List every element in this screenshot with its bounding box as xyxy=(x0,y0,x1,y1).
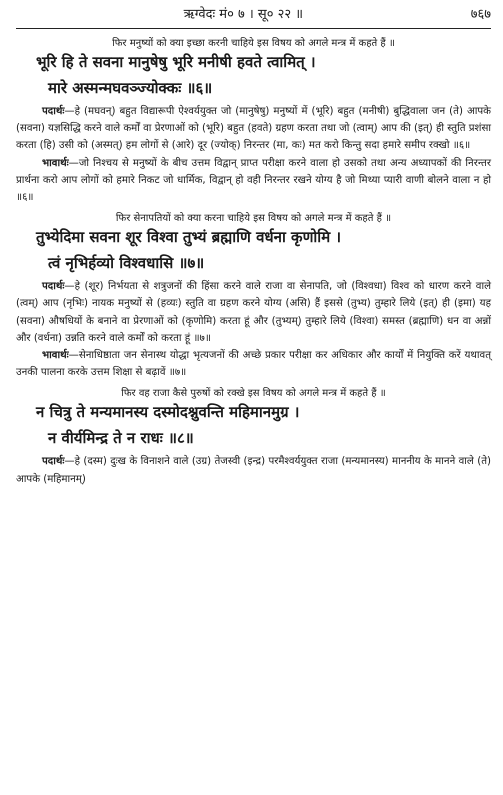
section-intro: फिर वह राजा कैसे पुरुषों को रक्खे इस विषय को अगले मन्त्र में कहते हैं ॥ xyxy=(121,388,386,400)
padartha-label: पदार्थः xyxy=(42,106,65,117)
mantra-line: न वीर्यमिन्द्र ते न राधः ॥८॥ xyxy=(48,429,194,448)
padartha-paragraph xyxy=(16,278,491,347)
mantra-line: मारे अस्मन्मघवञ्ज्योक्कः ॥६॥ xyxy=(48,79,213,97)
section-intro: फिर मनुष्यों को क्या इच्छा करनी चाहिये इस विषय को अगले मन्त्र में कहते हैं ॥ xyxy=(112,38,395,49)
padartha-label: पदार्थः xyxy=(42,281,65,293)
section-intro: फिर सेनापतियों को क्या करना चाहिये इस विषय को अगले मन्त्र में कहते हैं ॥ xyxy=(115,213,392,225)
header-rule xyxy=(16,28,491,29)
bhavartha-paragraph xyxy=(16,155,491,207)
running-title: ऋग्वेदः मं० ७ । सू० २२ ॥ xyxy=(183,7,304,22)
mantra-line: न चित्रु ते मन्यमानस्य दस्मोदश्नुवन्ति महिमानमुग्र । xyxy=(36,403,300,422)
padartha-paragraph xyxy=(16,453,491,487)
bhavartha-text: —जो निश्चय से मनुष्यों के बीच उत्तम विद्वान् प्राप्त परीक्षा करने वाला हो उसको तथा अन्य अध्यापकों की निरन्तर प्रार्थना करो आप लोगों को हमारे निकट जो धार्मिक, विद्वान् हो वही निरन्तर रखने योग्य है जो मिथ्या प्यारी वाणी बोलने वाला न हो ॥६॥ xyxy=(16,157,491,204)
bhavartha-label: भावार्थः xyxy=(42,350,69,362)
mantra-line: त्वं नृभिर्हव्यो विश्वधासि ॥७॥ xyxy=(48,254,205,273)
bhavartha-paragraph xyxy=(16,347,491,381)
padartha-label: पदार्थः xyxy=(42,456,65,468)
mantra-line: भूरि हि ते सवना मानुषेषु भूरि मनीषी हवते त्वामित् । xyxy=(36,53,316,71)
page-header xyxy=(16,4,491,26)
padartha-text: —हे (मघवन्) बहुत विद्यारूपी ऐश्वर्ययुक्त जो (मानुषेषु) मनुष्यों में (भूरि) बहुत (मनीषी) बुद्धिवाला जन (ते) आपके (सवना) यज्ञसिद्धि करने वाले कर्मों वा प्रेरणाओं को (भूरि) बहुत (हवते) ग्रहण करता तथा जो (त्वाम्) आप की (इत्) ही स्तुति प्रशंसा करता (हि) उसी को (अस्मत्) हम लोगों से (आरे) दूर (ज्योक्) निरन्तर (मा, कः) मत करो किन्तु सदा हमारे समीप रक्खो ॥६॥ xyxy=(16,106,491,152)
bhavartha-text: —सेनाधिष्ठाता जन सेनास्थ योद्धा भृत्यजनों की अच्छे प्रकार परीक्षा कर अधिकार और कार्यों में नियुक्ति करें यथावत् उनकी पालना करके उत्तम शिक्षा से बढ़ावें ॥७॥ xyxy=(16,350,491,379)
padartha-text: —हे (दस्म) दुःख के विनाशने वाले (उग्र) तेजस्वी (इन्द्र) परमैश्वर्ययुक्त राजा (मन्यमानस्य) माननीय के मानने वाले (ते) आपके (महिमानम्) xyxy=(16,456,491,485)
padartha-paragraph xyxy=(16,103,491,155)
mantra-line: तुभ्येदिमा सवना शूर विश्वा तुभ्यं ब्रह्माणि वर्धना कृणोमि । xyxy=(36,228,342,247)
padartha-text: —हे (शूर) निर्भयता से शत्रुजनों की हिंसा करने वाले राजा वा सेनापति, जो (विश्वधा) विश्व को धारण करने वाले (त्वम्) आप (नृभिः) नायक मनुष्यों से (हव्यः) स्तुति वा ग्रहण करने योग्य (असि) हैं इससे (तुभ्य) तुम्हारे लिये (इत्) ही (इमा) यह (सवना) औषधियों के बनाने वा प्रेरणाओं को (कृणोमि) करता हूं और (तुभ्यम्) तुम्हारे लिये (विश्वा) समस्त (ब्रह्माणि) धन वा अन्नों और (वर्धना) उन्नति करने वाले कर्मों को करता हूं ॥७॥ xyxy=(16,281,491,344)
page-number: ७६७ xyxy=(470,7,491,22)
bhavartha-label: भावार्थः xyxy=(42,157,69,169)
